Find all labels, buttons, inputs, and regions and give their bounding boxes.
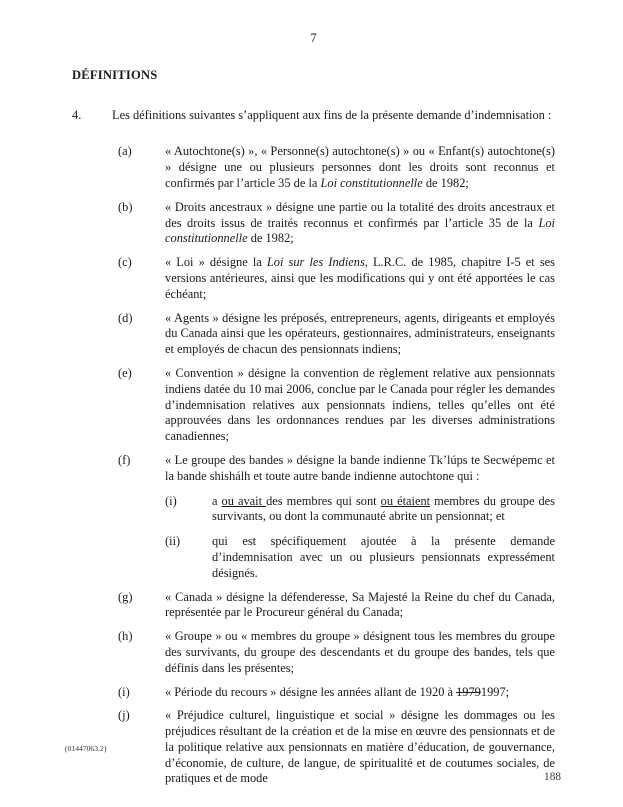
definition-text: « Convention » désigne la convention de règlement relative aux pensionnats indiens datée du 10 mai 2006, conclue par le Canada pour régler les demandes d’indemnisation relatives aux pensionnats indiens, telles qu’elles ont été approuvées dans les ordonnances rendues par les diverses administrations canadiennes; [165,365,555,444]
definition-item-j [118,708,555,787]
page-number-bottom: 188 [544,771,561,783]
definition-subitem-ii [165,534,555,581]
paragraph-number: 4. [72,107,82,122]
definition-text: « Loi » désigne la Loi sur les Indiens, L.R.C. de 1985, chapitre I-5 et ses versions antérieures, ainsi que les modifications qui y ont été apportées le cas échéant; [165,255,555,301]
definition-item-a [118,144,555,191]
subitem-text: qui est spécifiquement ajoutée à la présente demande d’indemnisation avec un ou plusieurs pensionnats expressément désignés. [212,534,555,580]
definition-item-e [118,366,555,445]
definition-text: « Canada » désigne la défenderesse, Sa Majesté la Reine du chef du Canada, représentée par le Procureur général du Canada; [165,589,555,620]
definition-text: « Agents » désigne les préposés, entrepreneurs, agents, dirigeants et employés du Canada ainsi que les opérateurs, gestionnaires, administrateurs, enseignants et employés de chacun des pensionnats indiens; [165,310,555,357]
definition-label: (a) [118,144,132,159]
definition-label: (b) [118,199,133,214]
definition-label: (j) [118,708,130,723]
paragraph-4 [72,108,555,124]
definition-label: (c) [118,255,132,270]
definition-item-d [118,311,555,358]
definitions-list [72,144,555,787]
definition-label: (h) [118,629,133,644]
definition-text: « Droits ancestraux » désigne une partie ou la totalité des droits ancestraux et des droits issus de traités reconnus et confirmés par l’article 35 de la Loi constitutionnelle de 1982; [165,199,555,246]
definition-text: « Le groupe des bandes » désigne la bande indienne Tk’lúps te Secwépemc et la bande shishálh et toute autre bande indienne autochtone qui : [165,452,555,483]
definition-label: (g) [118,589,133,604]
page-number-top: 7 [310,31,317,45]
paragraph-text: Les définitions suivantes s’appliquent aux fins de la présente demande d’indemnisation : [112,107,552,122]
definition-label: (e) [118,365,132,380]
definition-text: « Préjudice culturel, linguistique et social » désigne les dommages ou les préjudices résultant de la création et de la mise en œuvre des pensionnats et de la politique relative aux pensionnats en matière d’éducation, de gouvernance, d’économie, de culture, de langue, de spiritualité et de coutumes sociales, de pratiques et de mode [165,708,555,786]
definition-text: « Période du recours » désigne les années allant de 1920 à 19791997; [165,684,510,699]
definition-item-c [118,255,555,302]
subitem-label: (i) [165,493,177,508]
definition-item-i [118,685,555,701]
document-control-number: {01447063.2} [64,744,108,753]
definition-label: (f) [118,452,131,467]
subitem-label: (ii) [165,534,181,549]
definition-item-b [118,200,555,247]
definition-label: (d) [118,310,133,325]
definition-label: (i) [118,684,130,699]
section-heading: DÉFINITIONS [72,67,158,82]
definition-item-g [118,590,555,622]
definition-text: « Autochtone(s) », « Personne(s) autochtone(s) » ou « Enfant(s) autochtone(s) » désigne une ou plusieurs personnes dont les droits sont reconnus et confirmés par l’article 35 de la Loi constitutionnelle de 1982; [165,144,555,190]
definition-item-f [118,453,555,582]
definition-item-h [118,629,555,676]
definition-text: « Groupe » ou « membres du groupe » désignent tous les membres du groupe des survivants, du groupe des descendants et du groupe des bandes, tels que définis dans les présentes; [165,629,555,675]
subitem-text: a ou avait des membres qui sont ou étaient membres du groupe des survivants, ou dont la communauté abrite un pensionnat; et [212,493,555,524]
definition-subitem-i [165,494,555,526]
